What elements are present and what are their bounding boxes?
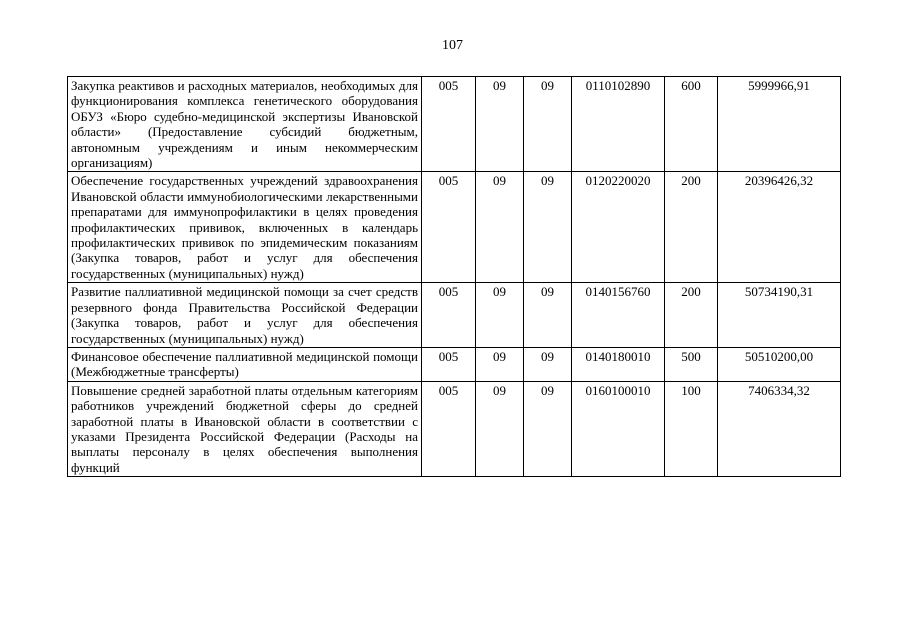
subsection-code: 09	[524, 283, 572, 348]
table-row	[68, 381, 841, 476]
department-code: 005	[422, 172, 476, 283]
subsection-code: 09	[524, 77, 572, 172]
amount: 20396426,32	[718, 172, 841, 283]
row-description: Обеспечение государственных учреждений здравоохранения Ивановской области иммунобиологическими лекарственными препаратами для иммунопрофилактики в целях проведения профилактических прививок, включенных в календарь профилактических прививок по эпидемическим показаниям (Закупка товаров, работ и услуг для обеспечения государственных (муниципальных) нужд)	[68, 172, 422, 283]
amount: 5999966,91	[718, 77, 841, 172]
target-article-code: 0110102890	[572, 77, 665, 172]
table-row	[68, 283, 841, 348]
expense-type-code: 500	[665, 347, 718, 381]
subsection-code: 09	[524, 347, 572, 381]
table-row	[68, 77, 841, 172]
expense-type-code: 200	[665, 283, 718, 348]
target-article-code: 0160100010	[572, 381, 665, 476]
row-description: Развитие паллиативной медицинской помощи за счет средств резервного фонда Правительства Российской Федерации (Закупка товаров, работ и услуг для обеспечения государственных (муниципальных) нужд)	[68, 283, 422, 348]
section-code: 09	[476, 347, 524, 381]
section-code: 09	[476, 172, 524, 283]
budget-table	[67, 76, 841, 477]
department-code: 005	[422, 77, 476, 172]
amount: 50734190,31	[718, 283, 841, 348]
subsection-code: 09	[524, 381, 572, 476]
expense-type-code: 100	[665, 381, 718, 476]
amount: 50510200,00	[718, 347, 841, 381]
expense-type-code: 200	[665, 172, 718, 283]
department-code: 005	[422, 283, 476, 348]
section-code: 09	[476, 381, 524, 476]
amount: 7406334,32	[718, 381, 841, 476]
target-article-code: 0140180010	[572, 347, 665, 381]
page-number: 107	[442, 38, 463, 53]
row-description: Закупка реактивов и расходных материалов, необходимых для функционирования комплекса генетического оборудования ОБУЗ «Бюро судебно-медицинской экспертизы Ивановской области» (Предоставление субсидий бюджетным, автономным учреждениям и иным некоммерческим организациям)	[68, 77, 422, 172]
target-article-code: 0120220020	[572, 172, 665, 283]
row-description: Повышение средней заработной платы отдельным категориям работников учреждений бюджетной сферы до средней заработной платы в Ивановской области в соответствии с указами Президента Российской Федерации (Расходы на выплаты персоналу в целях обеспечения выполнения функций	[68, 381, 422, 476]
table-row	[68, 172, 841, 283]
department-code: 005	[422, 381, 476, 476]
section-code: 09	[476, 283, 524, 348]
table-row	[68, 347, 841, 381]
department-code: 005	[422, 347, 476, 381]
row-description: Финансовое обеспечение паллиативной медицинской помощи (Межбюджетные трансферты)	[68, 347, 422, 381]
section-code: 09	[476, 77, 524, 172]
target-article-code: 0140156760	[572, 283, 665, 348]
expense-type-code: 600	[665, 77, 718, 172]
subsection-code: 09	[524, 172, 572, 283]
